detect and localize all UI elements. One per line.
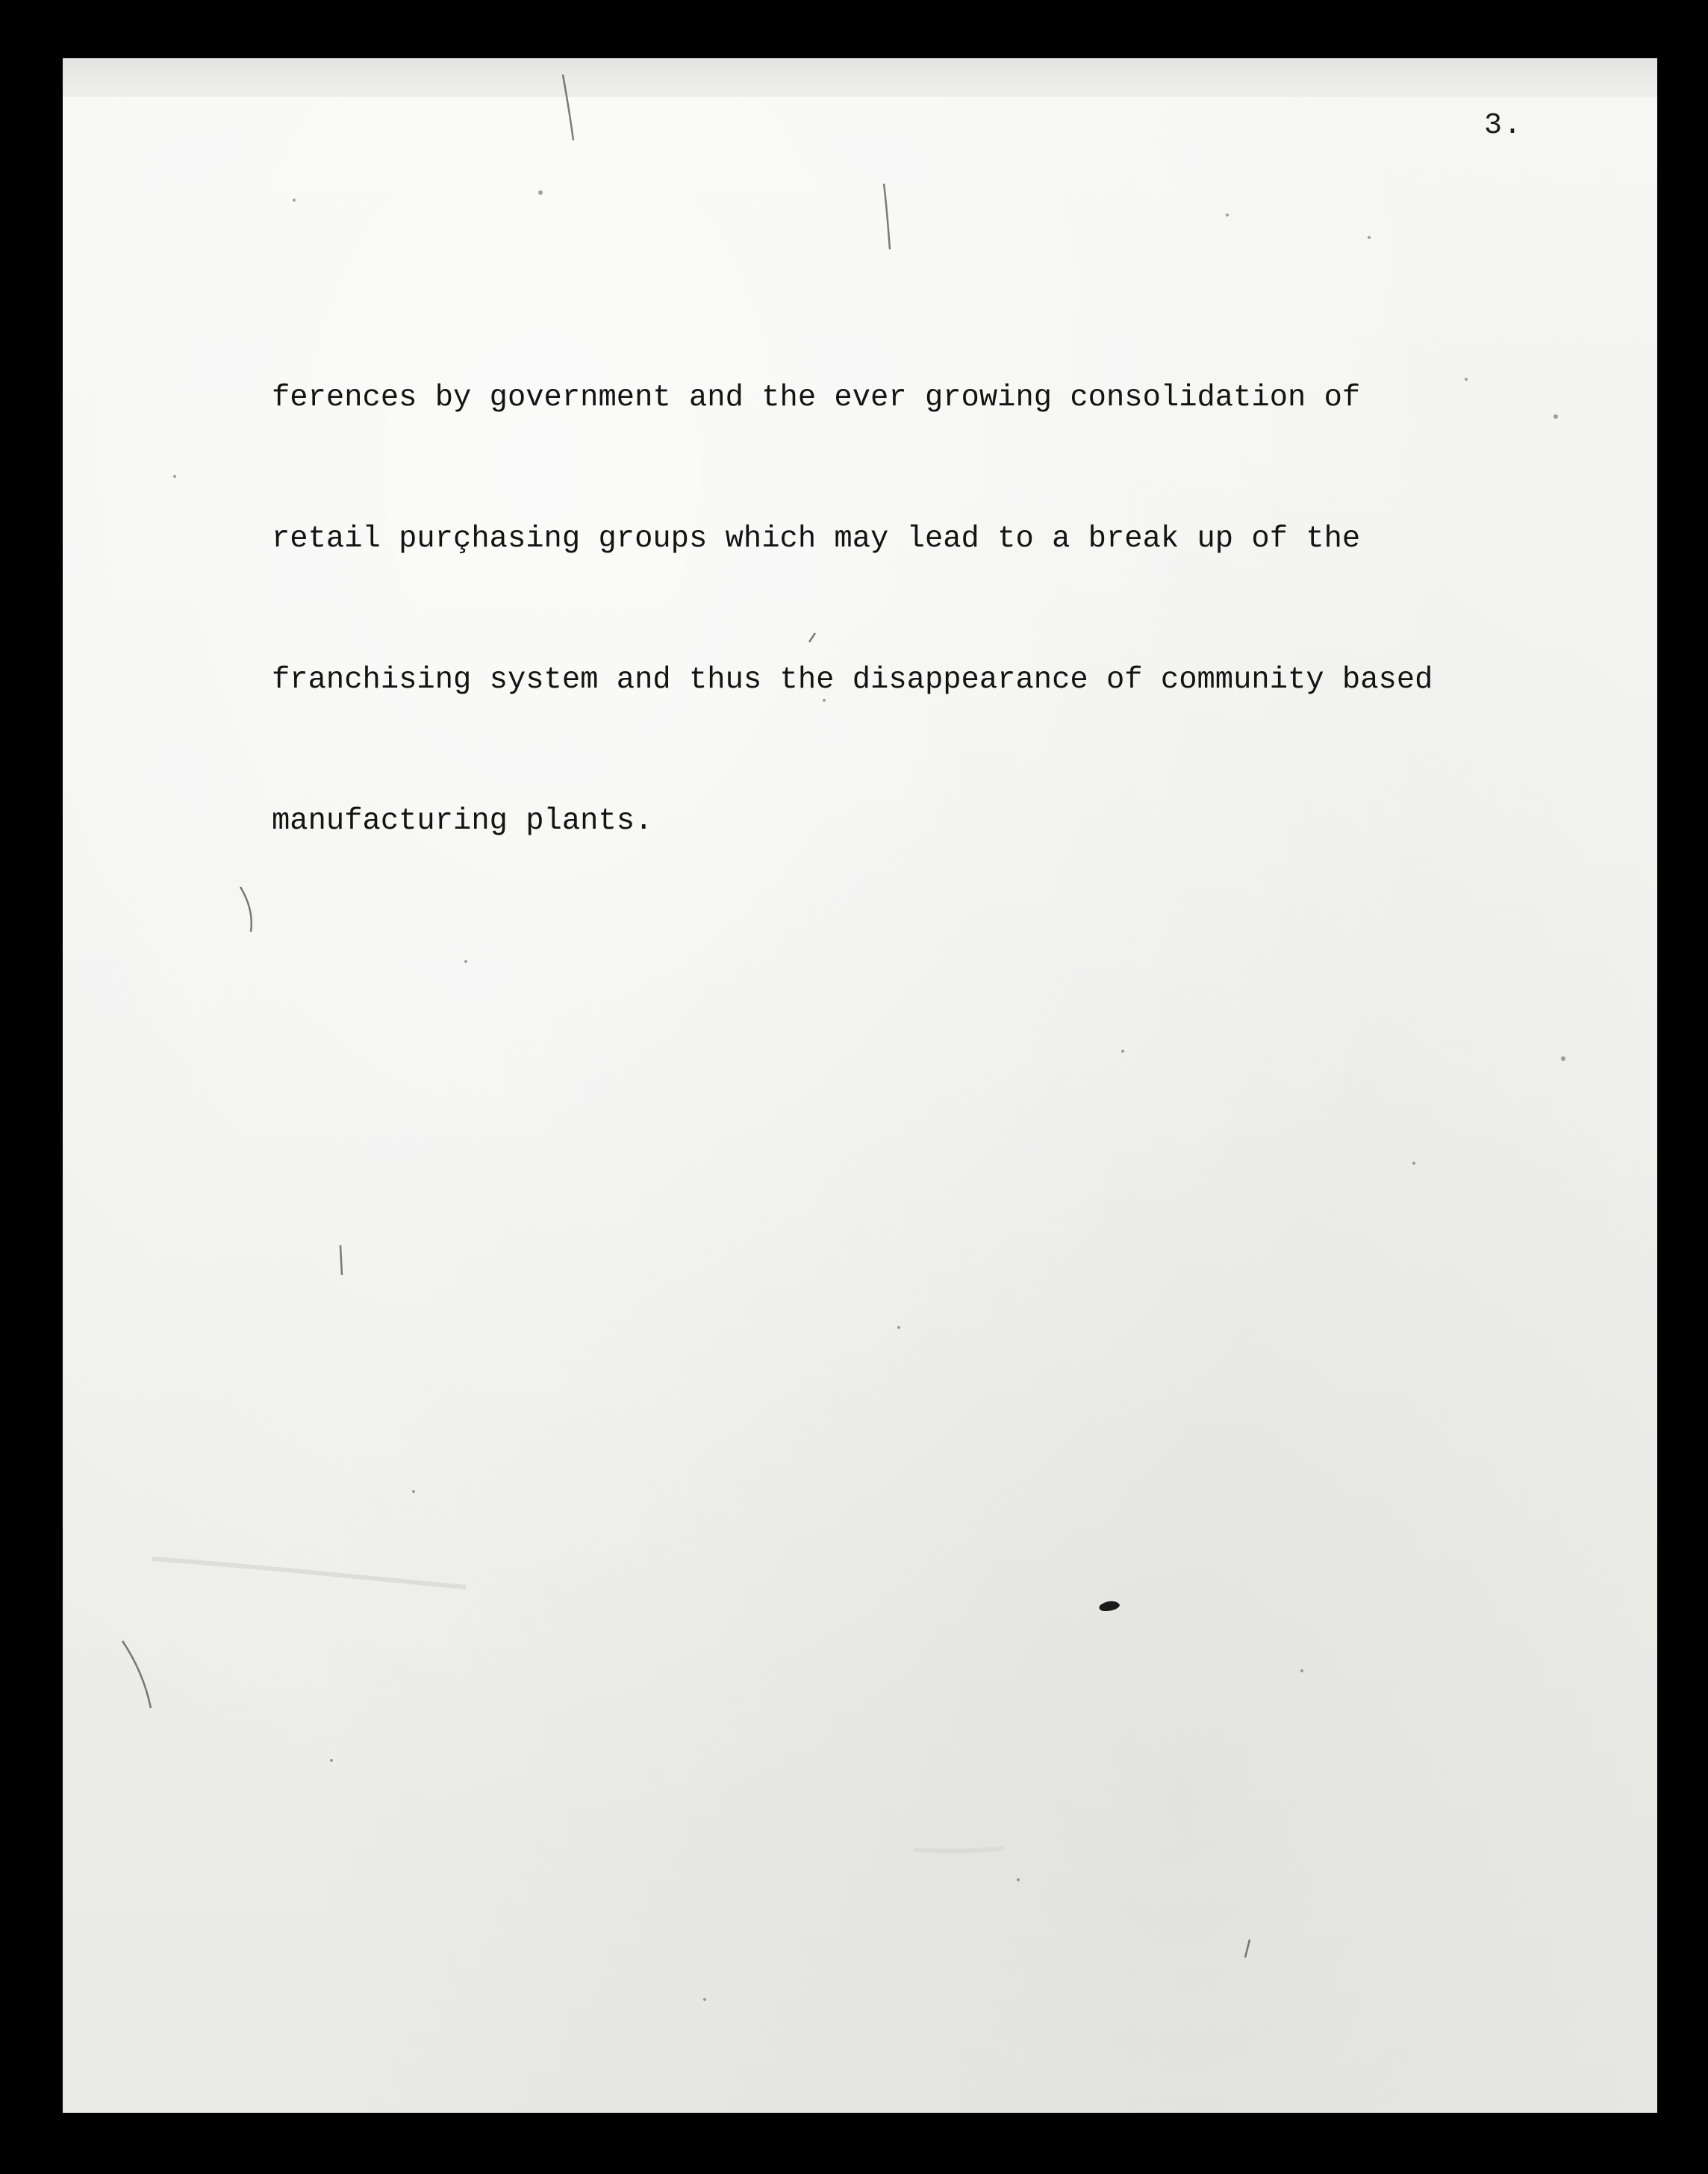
text-line: ferences by government and the ever growing consolidation of xyxy=(272,381,1361,415)
text-line: manufacturing plants. xyxy=(272,804,653,838)
text-line: franchising system and thus the disappearance of community based xyxy=(272,663,1433,697)
text-line: retail purçhasing groups which may lead to a break up of the xyxy=(272,522,1361,556)
document-page xyxy=(63,58,1657,2113)
page-number: 3. xyxy=(1484,109,1524,143)
body-paragraph xyxy=(272,281,1615,939)
